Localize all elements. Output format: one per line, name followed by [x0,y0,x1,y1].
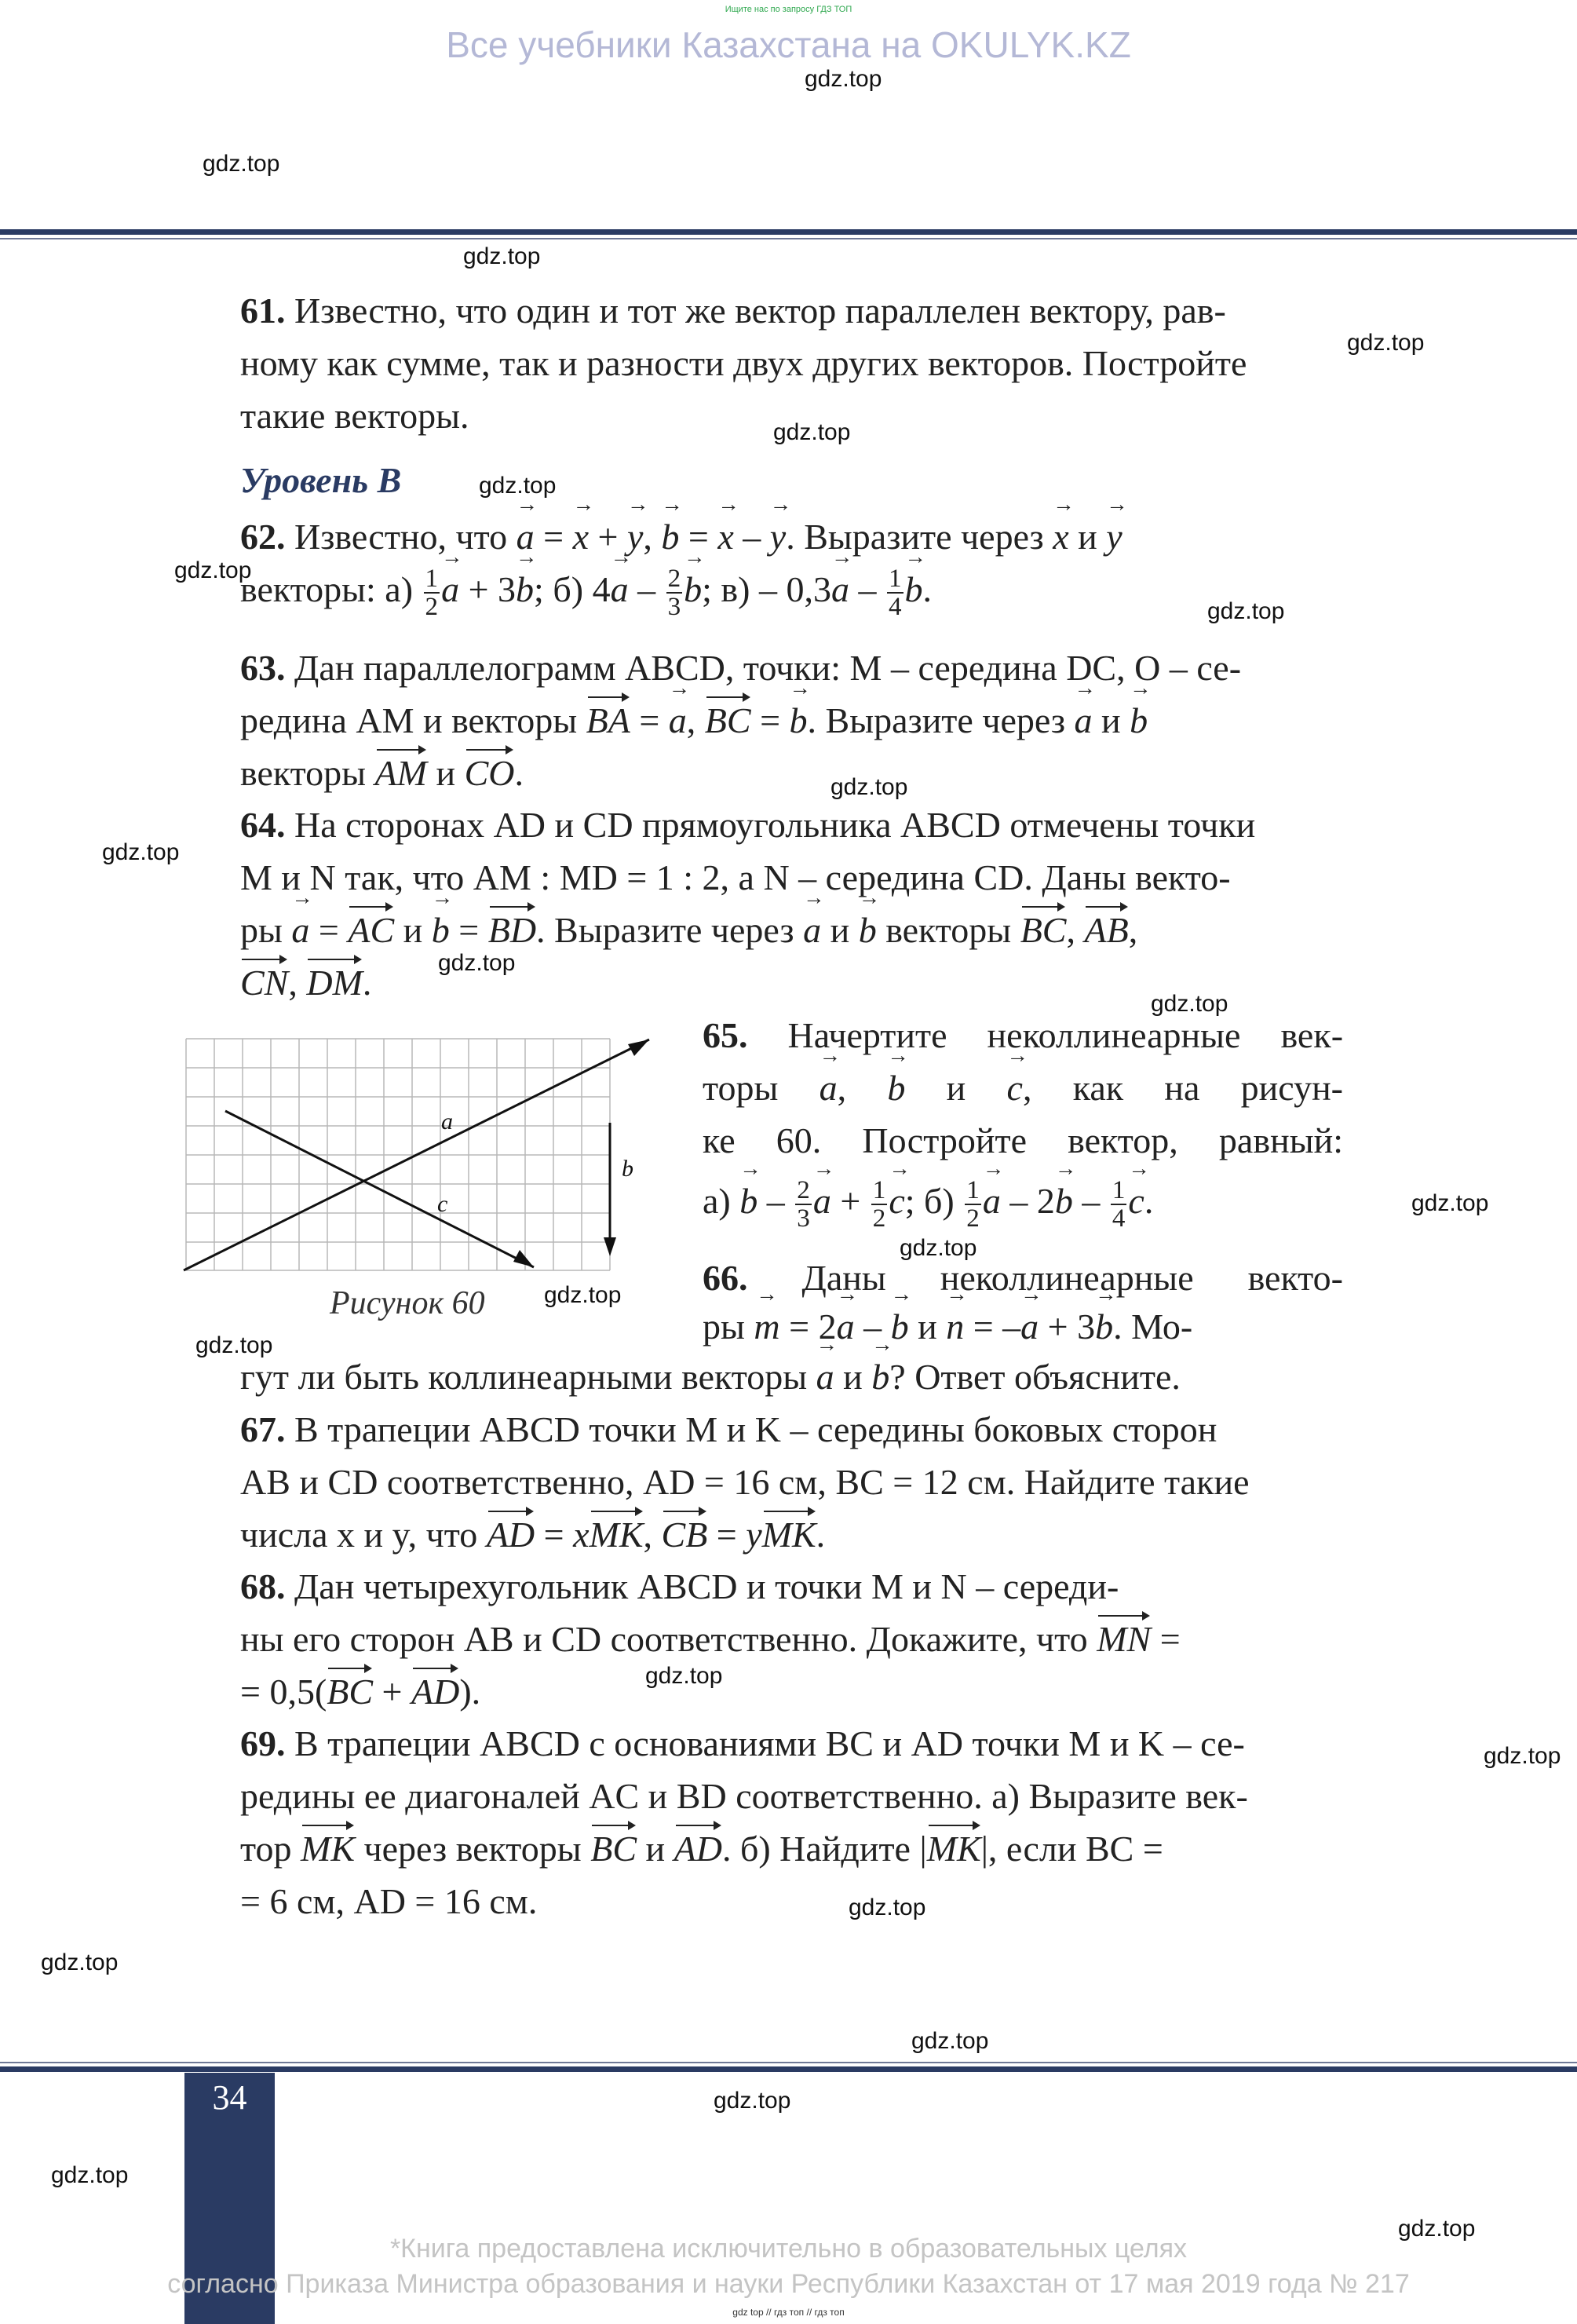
watermark: gdz.top [911,2028,989,2054]
problem-text: и [645,1829,666,1869]
problem-text: гут ли быть коллинеарными векторы [240,1357,808,1397]
problem-text: Известно, что один и тот же вектор параллелен вектору, рав- [294,290,1226,331]
problem-text: ; в) – 0,3 [702,569,831,609]
problem-text: ры [703,1306,745,1347]
problem-number: 61. [240,290,286,331]
problem-text: и [830,910,850,950]
problem-text: . Выразите через [536,910,794,950]
problem-text: векторы [240,753,367,793]
watermark: gdz.top [1151,991,1228,1017]
vector-b-arrowhead [604,1237,616,1256]
problem-number: 63. [240,648,286,688]
problem-text: В трапеции ABCD точки M и K – середины боковых сторон [294,1409,1217,1449]
watermark: gdz.top [479,473,557,499]
watermark: gdz.top [195,1332,273,1358]
problem-text: через векторы [363,1829,582,1869]
problem-text: торы [703,1068,779,1108]
problem-text: . Выразите через [786,517,1044,557]
problem-text: Даны неколлинеарные векто- [801,1258,1344,1298]
problem-text: тор [240,1829,292,1869]
footer-links[interactable]: gdz top // гдз топ // гдз топ [732,2307,845,2318]
problem-65-line4: а) → b – $\frac{2}{3}$ → a + $\frac{1}{2}$ → c; б) $\frac{1}{2}$ → a – 2→ b – $\frac{1}{4}$ → c. [703,1175,1343,1233]
problem-text: = 0,5( [240,1672,327,1712]
problem-text: , если BC = [987,1829,1163,1869]
problem-text: . Мо- [1113,1306,1193,1347]
problem-text: Дан параллелограмм ABCD, точки: M – середина DC, O – се- [294,648,1242,688]
problem-text: AB и CD соответственно, AD = 16 см, BC = 12 см. Найдите такие [240,1462,1250,1502]
watermark: gdz.top [805,66,882,92]
watermark: gdz.top [1398,2216,1476,2242]
problem-text: Дан четырехугольник ABCD и точки M и N – середи- [294,1566,1119,1606]
footer-rule [0,2066,1577,2072]
watermark: gdz.top [645,1663,723,1689]
label-c: c [437,1191,448,1217]
vector-c-arrowhead [513,1250,534,1267]
problem-62: 62. Известно, что → a = → x + → y, → b = → x – → y. Выразите через → x и → y векторы: а) $\frac{1}{2}$ → a + 3→ b; б) 4→ a – $\frac{2}{3}$ → b; в) – 0,3→ a – $\frac{1}{4}$ → b. [240,510,1344,621]
problem-text: редина AM и векторы [240,700,578,740]
problem-text: редины ее диагоналей AC и BD соответственно. а) Выразите век- [240,1776,1248,1816]
problem-67: 67. В трапеции ABCD точки M и K – середины боковых сторон AB и CD соответственно, AD = 16 см, BC = 12 см. Найдите такие числа x и y, что AD = xMK, CB = yMK. [240,1403,1344,1561]
watermark: gdz.top [1484,1743,1561,1769]
header-rule-thin [0,238,1577,239]
figure-caption: Рисунок 60 [330,1285,485,1321]
problem-text: и [436,753,456,793]
problem-number: 65. [703,1015,748,1055]
label-a: a [441,1109,453,1135]
header-rule [0,229,1577,235]
problem-66-line2: ры → m = 2→ a – → b и → n = –→ a + 3→ b. Мо- [703,1300,1343,1353]
problem-65-line2: торы → a, → b и → c, как на рисун- [703,1062,1343,1114]
problem-65-line3: ке 60. Постройте вектор, равный: [703,1120,1343,1160]
problem-number: 68. [240,1566,286,1606]
problem-text: ; б) [904,1181,955,1221]
watermark: gdz.top [174,557,252,583]
problem-text: ры [240,910,283,950]
problem-text: ? Ответ объясните. [889,1357,1181,1397]
problem-text: векторы: а) [240,569,414,609]
problem-text: . Выразите через [807,700,1066,740]
problem-text: и [918,1306,937,1347]
problem-text: Начертите неколлинеарные век- [787,1015,1344,1055]
problem-text: , как на рисун- [1022,1068,1344,1108]
problem-text: и [946,1068,966,1108]
problem-number: 69. [240,1723,286,1763]
watermark: gdz.top [1411,1190,1489,1216]
problem-64: 64. На сторонах AD и CD прямоугольника ABCD отмечены точки M и N так, что AM : MD = 1 : 2, а N – середина CD. Даны векто- ры → a = AC и → b = BD. Выразите через → a и → b векторы BC, AB, CN, DM. [240,798,1344,1009]
problem-63: 63. Дан параллелограмм ABCD, точки: M – середина DC, O – се- редина AM и векторы BA = → a, BC = → b. Выразите через → a и → b векторы AM и CO. [240,641,1344,799]
watermark: gdz.top [41,1949,119,1975]
footer-rule-thin [0,2062,1577,2063]
watermark: gdz.top [203,151,280,177]
problem-text: На сторонах AD и CD прямоугольника ABCD отмечены точки [294,805,1256,845]
footer-disclaimer-line1: *Книга предоставлена исключительно в образовательных целях [389,2234,1188,2264]
problem-text: и [843,1357,863,1397]
problem-text: и [403,910,423,950]
problem-text: M и N так, что AM : MD = 1 : 2, а N – середина CD. Даны векто- [240,857,1231,897]
watermark: gdz.top [773,419,851,445]
footer-disclaimer-line2: согласно Приказа Министра образования и науки Республики Казахстан от 17 мая 2019 года № 217 [167,2269,1410,2299]
problem-text: и [1101,700,1121,740]
problem-text: ному как сумме, так и разности двух других векторов. Постройте [240,343,1247,383]
watermark: gdz.top [849,1895,926,1920]
problem-text: ; б) [534,569,584,609]
problem-text: Известно, что [294,517,508,557]
problem-text: векторы [885,910,1012,950]
problem-69: 69. В трапеции ABCD с основаниями BC и AD точки M и K – се- редины ее диагоналей AC и BD соответственно. а) Выразите век- тор MK через векторы BC и AD. б) Найдите |MK|, если BC = = 6 см, AD = 16 см. [240,1717,1344,1928]
watermark: gdz.top [1207,598,1285,624]
watermark: gdz.top [438,950,516,976]
watermark: gdz.top [714,2088,791,2114]
problem-text: В трапеции ABCD с основаниями BC и AD точки M и K – се- [294,1723,1245,1763]
problem-66-line3: гут ли быть коллинеарными векторы → a и → b? Ответ объясните. [240,1350,1344,1403]
watermark: gdz.top [544,1282,622,1308]
problem-text: числа x и y, что [240,1515,478,1555]
problem-number: 62. [240,517,286,557]
watermark: gdz.top [830,774,908,800]
figure-60-grid [182,1035,653,1278]
problem-number: 67. [240,1409,286,1449]
page-number: 34 [212,2078,247,2117]
problem-text: а) [703,1181,731,1221]
problem-68: 68. Дан четырехугольник ABCD и точки M и N – середи- ны его сторон AB и CD соответственно. Докажите, что MN = = 0,5(BC + AD). [240,1560,1344,1718]
problem-text: ны его сторон AB и CD соответственно. Докажите, что [240,1619,1088,1659]
problem-text: и [1078,517,1097,557]
watermark: gdz.top [900,1235,977,1261]
problem-number: 64. [240,805,286,845]
problem-61 [240,284,1344,442]
label-b: b [622,1156,633,1182]
problem-text: = 6 см, AD = 16 см. [240,1881,538,1921]
problem-text: . б) Найдите [721,1829,911,1869]
vector-c [225,1111,534,1267]
level-heading: Уровень B [240,460,402,500]
problem-number: 66. [703,1258,748,1298]
site-title[interactable]: Все учебники Казахстана на OKULYK.KZ [446,24,1131,65]
watermark: gdz.top [102,839,180,865]
watermark: gdz.top [1347,330,1425,356]
watermark: gdz.top [51,2162,129,2188]
watermark: gdz.top [463,243,541,269]
top-search-note: Ищите нас по запросу ГДЗ ТОП [725,5,852,14]
problem-text: такие векторы. [240,396,469,436]
vector-a-arrowhead [628,1040,649,1056]
